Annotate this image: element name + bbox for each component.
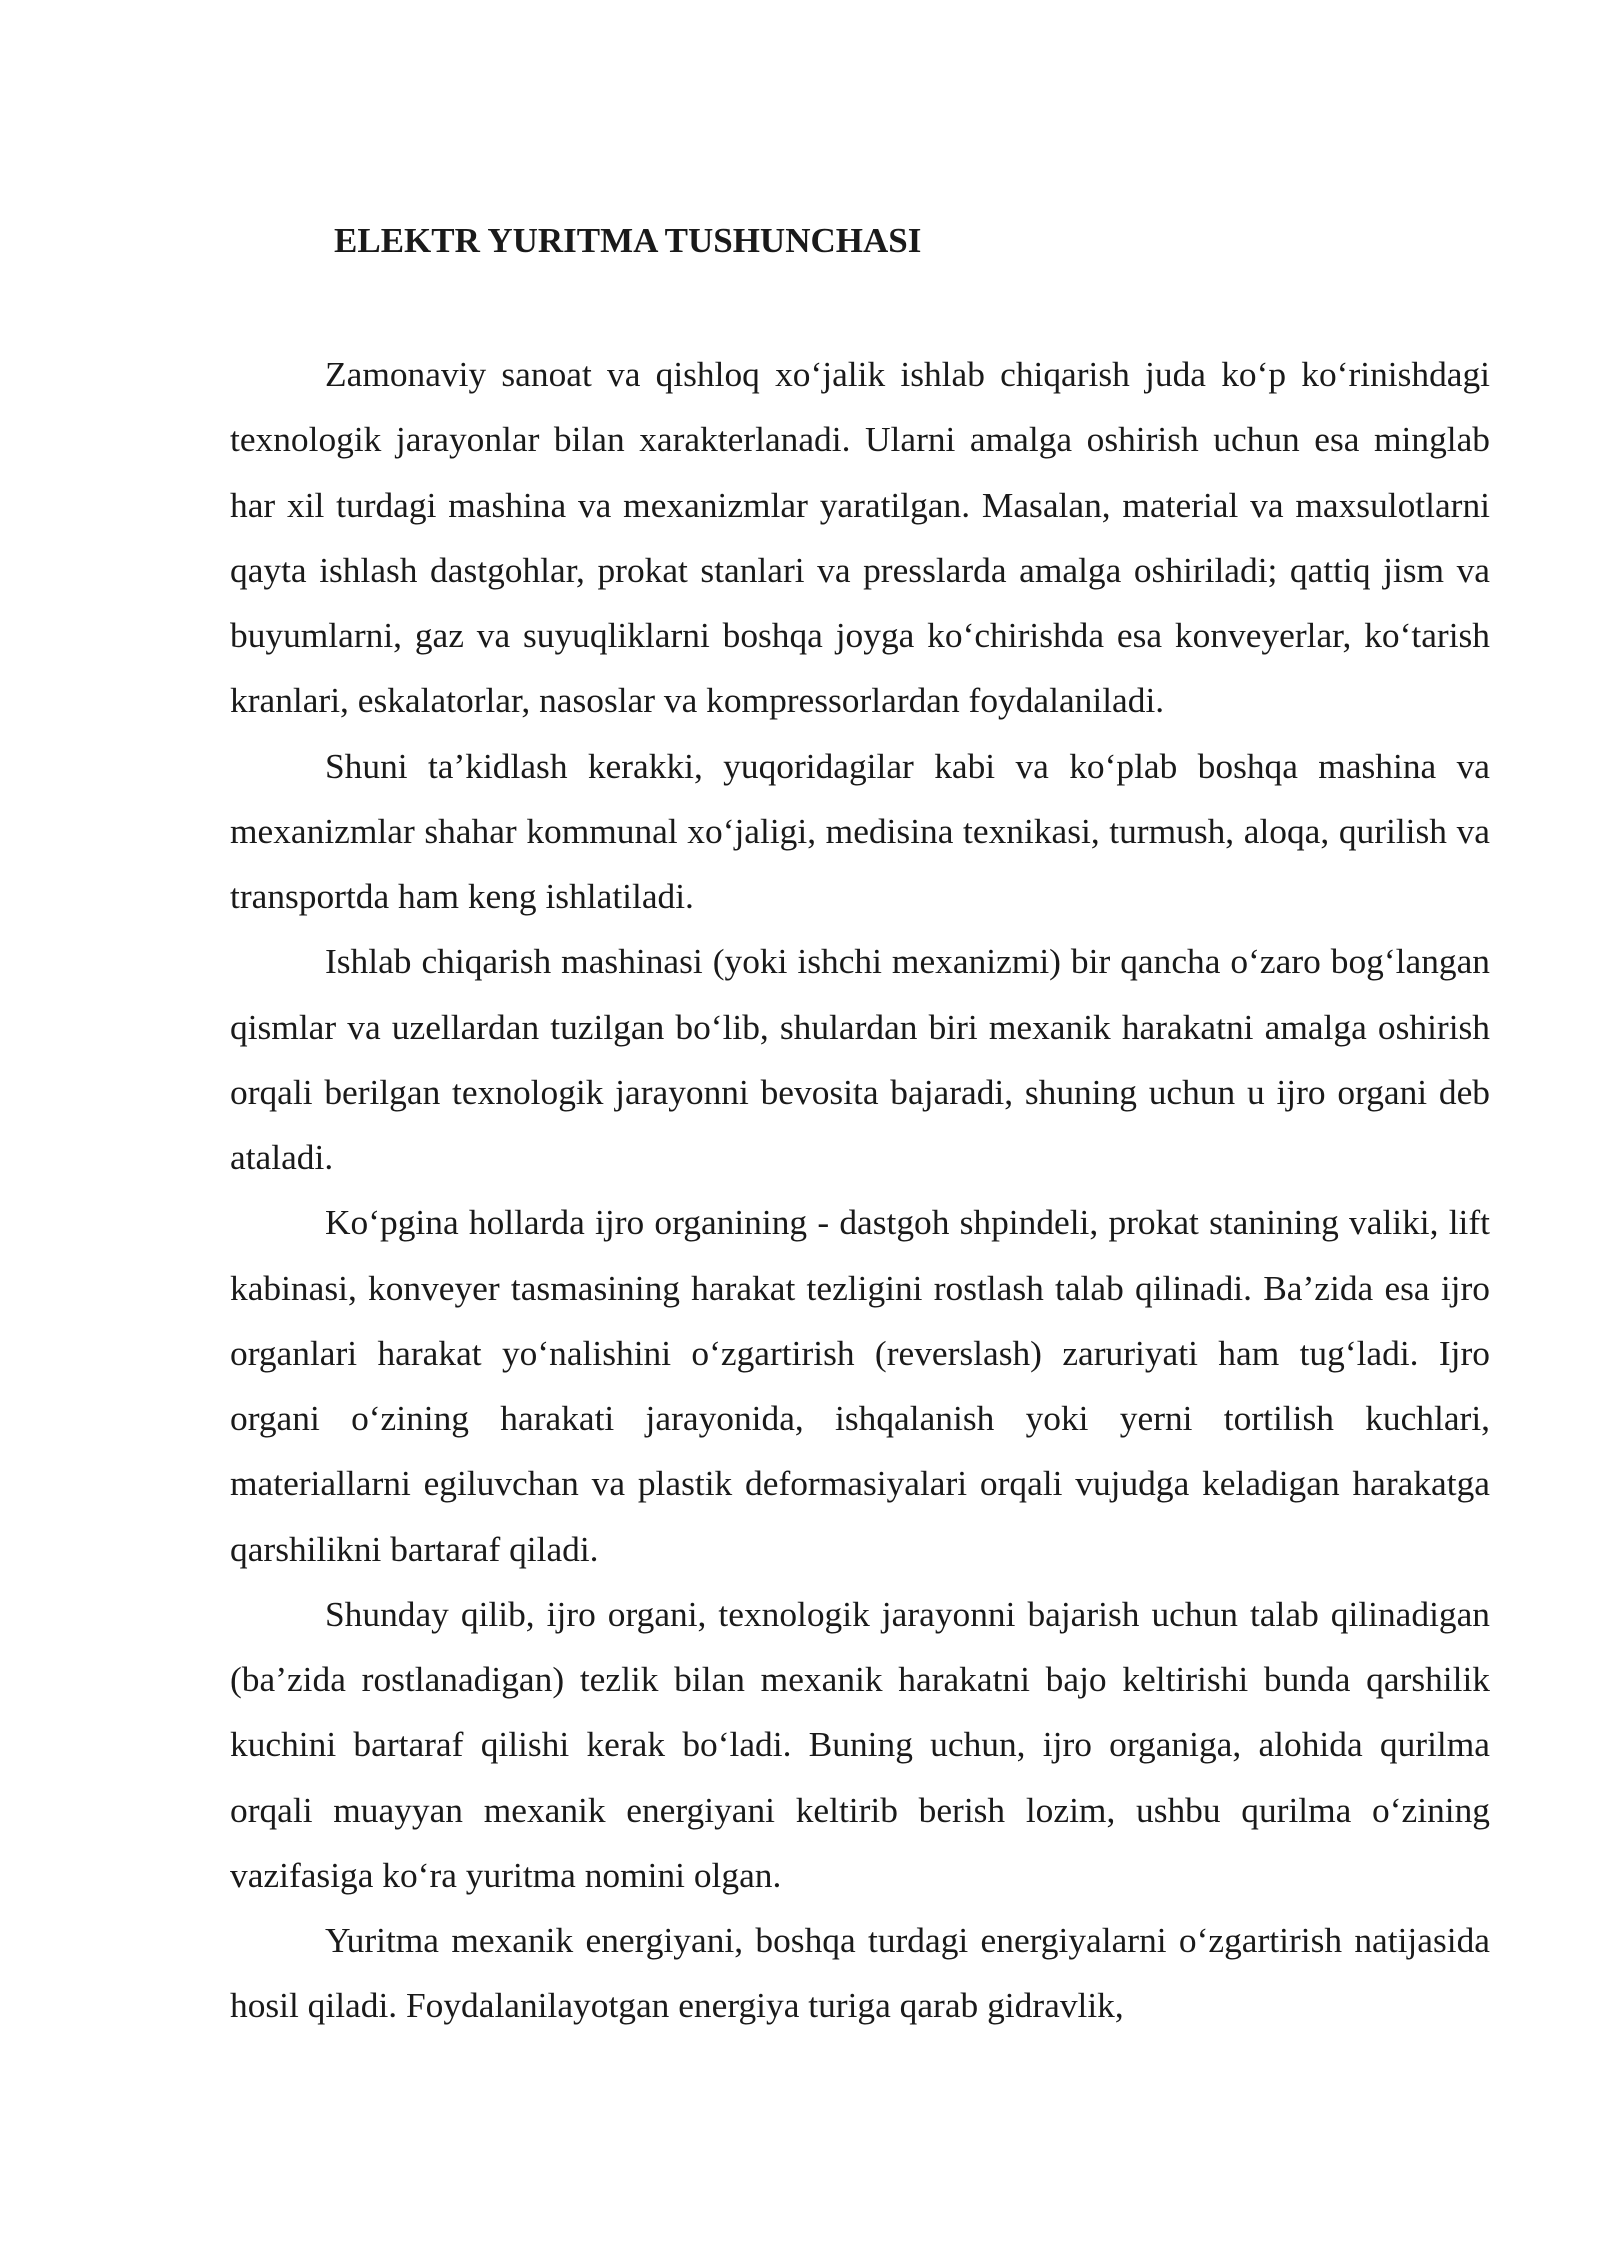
paragraph: Shuni ta’kidlash kerakki, yuqoridagilar kabi va ko‘plab boshqa mashina va mexanizmlar shahar kommunal xo‘jaligi, medisina texnikasi, turmush, aloqa, qurilish va transportda ham keng ishlatiladi.: [230, 745, 1490, 916]
paragraph: Ko‘pgina hollarda ijro organining - dastgoh shpindeli, prokat stanining valiki, lift kabinasi, konveyer tasmasining harakat tezligini rostlash talab qilinadi. Ba’zida esa ijro organlari harakat yo‘nalishini o‘zgartirish (reverslash) zaruriyati ham tug‘ladi. Ijro organi o‘zining harakati jarayonida, ishqalanish yoki yerni tortilish kuchlari, materiallarni egiluvchan va plastik deformasiyalari orqali vujudga keladigan harakatga qarshilikni bartaraf qiladi.: [230, 1202, 1490, 1569]
paragraph: Ishlab chiqarish mashinasi (yoki ishchi mexanizmi) bir qancha o‘zaro bog‘langan qismlar va uzellardan tuzilgan bo‘lib, shulardan biri mexanik harakatni amalga oshirish orqali berilgan texnologik jarayonni bevosita bajaradi, shuning uchun u ijro organi deb ataladi.: [230, 941, 1490, 1177]
document-body: [230, 342, 1490, 2039]
paragraph: Yuritma mexanik energiyani, boshqa turdagi energiyalarni o‘zgartirish natijasida hosil qiladi. Foydalanilayotgan energiya turiga qarab gidravlik,: [230, 1920, 1490, 2026]
document-title: ELEKTR YURITMA TUSHUNCHASI: [334, 221, 922, 260]
paragraph: Zamonaviy sanoat va qishloq xo‘jalik ishlab chiqarish juda ko‘p ko‘rinishdagi texnologik jarayonlar bilan xarakterlanadi. Ularni amalga oshirish uchun esa minglab har xil turdagi mashina va mexanizmlar yaratilgan. Masalan, material va maxsulotlarni qayta ishlash dastgohlar, prokat stanlari va presslarda amalga oshiriladi; qattiq jism va buyumlarni, gaz va suyuqliklarni boshqa joyga ko‘chirishda esa konveyerlar, ko‘tarish kranlari, eskalatorlar, nasoslar va kompressorlardan foydalaniladi.: [230, 354, 1490, 721]
paragraph: Shunday qilib, ijro organi, texnologik jarayonni bajarish uchun talab qilinadigan (ba’zida rostlanadigan) tezlik bilan mexanik harakatni bajo keltirishi bunda qarshilik kuchini bartaraf qilishi kerak bo‘ladi. Buning uchun, ijro organiga, alohida qurilma orqali muayyan mexanik energiyani keltirib berish lozim, ushbu qurilma o‘zining vazifasiga ko‘ra yuritma nomini olgan.: [230, 1593, 1490, 1895]
